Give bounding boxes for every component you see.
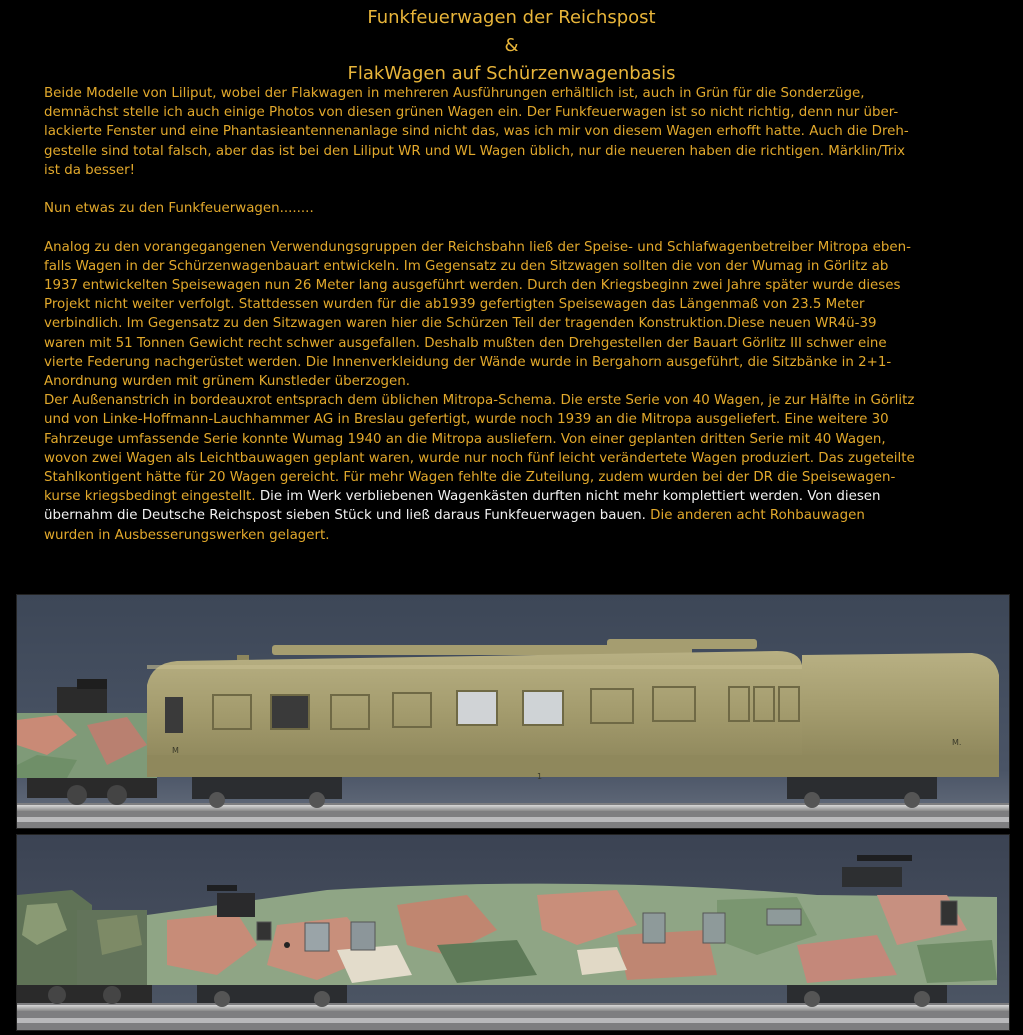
text-line-mixed xyxy=(44,506,1004,525)
text-span-gold: kurse kriegsbedingt eingestellt. xyxy=(44,489,256,505)
text-line: wovon zwei Wagen als Leichtbauwagen geplant waren, wurde nur noch fünf leicht verändertete Wagen produziert. Das zugeteilte xyxy=(44,450,915,466)
car-marking-left: M xyxy=(172,746,179,755)
paragraph-gap xyxy=(44,218,1004,237)
photo-funkfeuerwagen xyxy=(16,594,1010,829)
text-line: wurden in Ausbesserungswerken gelagert. xyxy=(44,527,330,543)
text-span-white: übernahm die Deutsche Reichspost sieben Stück und ließ daraus Funkfeuerwagen bauen. xyxy=(44,508,646,524)
text-line: lackierte Fenster und eine Phantasieantennenanlage sind nicht das, was ich mir von diesem Wagen erhofft hatte. Auch die Dreh- xyxy=(44,124,909,140)
text-line: 1937 entwickelten Speisewagen nun 26 Meter lang ausgeführt werden. Durch den Kriegsbeginn zwei Jahre später wurde dieses xyxy=(44,278,901,293)
photo-flakwagen xyxy=(16,834,1010,1031)
page-title: Funkfeuerwagen der Reichspost xyxy=(367,7,656,28)
text-line: Analog zu den vorangegangenen Verwendungsgruppen der Reichsbahn ließ der Speise- und Schlafwagenbetreiber Mitropa eben- xyxy=(44,239,911,255)
text-line: und von Linke-Hoffmann-Lauchhammer AG in Breslau gefertigt, wurde noch 1939 an die Mitropa ausgeliefert. Eine weitere 30 xyxy=(44,412,889,428)
text-line: falls Wagen in der Schürzenwagenbauart entwickeln. Im Gegensatz zu den Sitzwagen sollten die von der Wumag in Görlitz ab xyxy=(44,258,889,274)
title-block xyxy=(0,4,1023,88)
text-line: verbindlich. Im Gegensatz zu den Sitzwagen waren hier die Schürzen Teil der tragenden Konstruktion.Diese neuen WR4ü-39 xyxy=(44,316,877,332)
khaki-car xyxy=(147,639,999,781)
text-line: gestelle sind total falsch, aber das ist bei den Liliput WR und WL Wagen üblich, nur die neueren haben die richtigen. Märklin/Trix xyxy=(44,143,906,159)
text-line: demnächst stelle ich auch einige Photos von diesen grünen Wagen ein. Der Funkfeuerwagen ist so nicht richtig, denn nur über- xyxy=(44,105,899,121)
text-line-mixed xyxy=(44,487,1004,506)
text-line: Projekt nicht weiter verfolgt. Stattdessen wurden für die ab1939 gefertigten Speisewagen das Längenmaß von 23.5 Meter xyxy=(44,297,865,313)
intro-line: Nun etwas zu den Funkfeuerwagen........ xyxy=(44,201,314,217)
text-line: Fahrzeuge umfassende Serie konnte Wumag 1940 an die Mitropa ausliefern. Von einer geplanten dritten Serie mit 40 Wagen, xyxy=(44,431,886,447)
car-number: 1 xyxy=(537,772,543,781)
text-line: waren mit 51 Tonnen Gewicht recht schwer ausgefallen. Deshalb mußten den Drehgestellen der Bauart Görlitz III schwer eine xyxy=(44,335,887,351)
text-line: Stahlkontigent hätte für 20 Wagen gereicht. Für mehr Wagen fehlte die Zuteilung, zudem wurden bei der DR die Speisewagen- xyxy=(44,470,896,486)
title-ampersand: & xyxy=(504,35,519,56)
paragraph-gap xyxy=(44,180,1004,199)
text-span-white: Die im Werk verbliebenen Wagenkästen durften nicht mehr komplettiert werden. Von diesen xyxy=(255,489,881,505)
text-line: Der Außenanstrich in bordeauxrot entsprach dem üblichen Mitropa-Schema. Die erste Serie von 40 Wagen, je zur Hälfte in Görlitz xyxy=(44,393,915,409)
text-span-gold: Die anderen acht Rohbauwagen xyxy=(645,508,865,524)
text-line: vierte Federung nachgerüstet werden. Die Innenverkleidung der Wände wurde in Bergahorn ausgeführt, die Sitzbänke in 2+1- xyxy=(44,354,892,370)
text-line: Anordnung wurden mit grünem Kunstleder überzogen. xyxy=(44,374,411,390)
text-line: ist da besser! xyxy=(44,162,135,178)
article-body xyxy=(44,84,1004,545)
page-subtitle: FlakWagen auf Schürzenwagenbasis xyxy=(347,63,676,84)
text-line: Beide Modelle von Liliput, wobei der Flakwagen in mehreren Ausführungen erhältlich ist, auch in Grün für die Sonderzüge, xyxy=(44,86,865,101)
car-marking-right: M. xyxy=(952,738,962,747)
